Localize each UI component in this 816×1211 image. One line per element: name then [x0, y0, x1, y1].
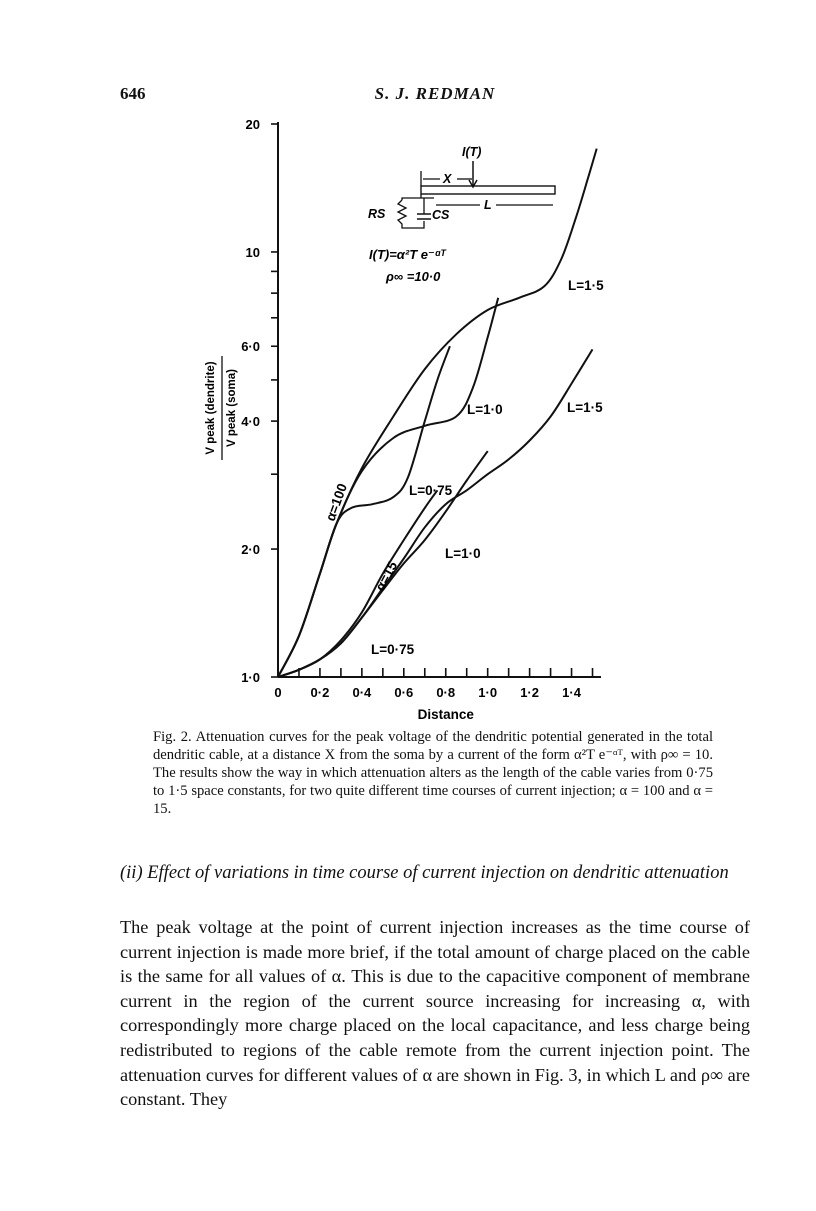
curve-label: α=100 [322, 481, 351, 524]
y-tick-label: 6·0 [241, 339, 260, 355]
y-axis-label-denominator: V peak (soma) [226, 369, 238, 447]
running-head: S. J. REDMAN [374, 84, 496, 103]
caption-text: Attenuation curves for the peak voltage of the dendritic potential generated in the total dendritic cable, at a distance X from the soma by a current of the form α²T e⁻ᵅᵀ, with ρ∞ = 10. The results show the way in which attenuation alters as the length of the cable varies from 0·75 to 1·5 space constants, for two quite different time courses of current injection; α = 100 and α = 15. [153, 729, 713, 817]
inset-rho: ρ∞ =10·0 [386, 269, 441, 284]
x-tick-label: 1·2 [520, 685, 540, 700]
inset-formula: I(T)=α²T e⁻ᵅᵀ [369, 247, 446, 262]
body-text [120, 915, 750, 1112]
inset-cable [421, 186, 555, 194]
series-line-1 [278, 298, 498, 677]
x-tick-label: 0·4 [352, 685, 372, 700]
y-tick-label: 2·0 [241, 542, 260, 558]
y-tick-label: 20 [245, 117, 260, 132]
inset-l-label: L [484, 198, 492, 212]
x-tick-label: 0·8 [436, 685, 456, 700]
section-heading [120, 862, 750, 885]
chart-axes [205, 117, 601, 722]
curve-label: L=0·75 [409, 483, 453, 498]
inset-capacitor-label: CS [432, 208, 450, 222]
curve-label: L=0·75 [371, 642, 415, 657]
series-line-0 [278, 346, 450, 677]
chart-curves [278, 149, 597, 677]
x-tick-label: 0 [274, 685, 282, 700]
y-tick-label: 10 [245, 244, 260, 260]
curve-label: α=15 [372, 558, 401, 594]
series-line-2 [278, 149, 597, 677]
caption-label: Fig. 2. [153, 729, 192, 745]
x-tick-label: 0·6 [394, 685, 414, 700]
inset-soma-wire [402, 194, 434, 200]
page-number: 646 [120, 84, 146, 103]
curve-label: L=1·0 [445, 546, 481, 561]
section-number: (ii) [120, 863, 143, 883]
curve-label: L=1·5 [567, 400, 603, 415]
y-axis-label-numerator: V peak (dendrite) [205, 361, 217, 455]
inset-current-label: I(T) [462, 145, 482, 159]
curve-label: L=1·5 [568, 278, 604, 293]
inset-x-label: X [443, 172, 452, 186]
x-tick-label: 1·4 [562, 685, 581, 700]
y-tick-label: 1·0 [241, 670, 260, 685]
y-axis-label [205, 356, 238, 460]
x-axis-label: Distance [417, 707, 474, 722]
inset-resistor-label: RS [368, 207, 386, 221]
body-paragraph: The peak voltage at the point of current injection increases as the time course of current injection is made more brief, if the total amount of charge placed on the cable is the same for all values of α. This is due to the capacitive component of membrane current in the region of the current source increasing for increasing α, with correspondingly more charge placed on the local capacitance, and less charge being redistributed to regions of the cable remote from the current injection point. The attenuation curves for different values of α are shown in Fig. 3, in which L and ρ∞ are constant. They [120, 917, 750, 1110]
figure-caption [153, 728, 713, 818]
circuit-inset [368, 145, 555, 284]
section-title: Effect of variations in time course of current injection on dendritic attenuation [147, 863, 729, 883]
x-tick-label: 0·2 [310, 685, 330, 700]
inset-resistor [398, 198, 424, 228]
curve-label: L=1·0 [467, 402, 503, 417]
y-tick-label: 4·0 [241, 414, 260, 430]
x-tick-label: 1·0 [478, 685, 498, 700]
